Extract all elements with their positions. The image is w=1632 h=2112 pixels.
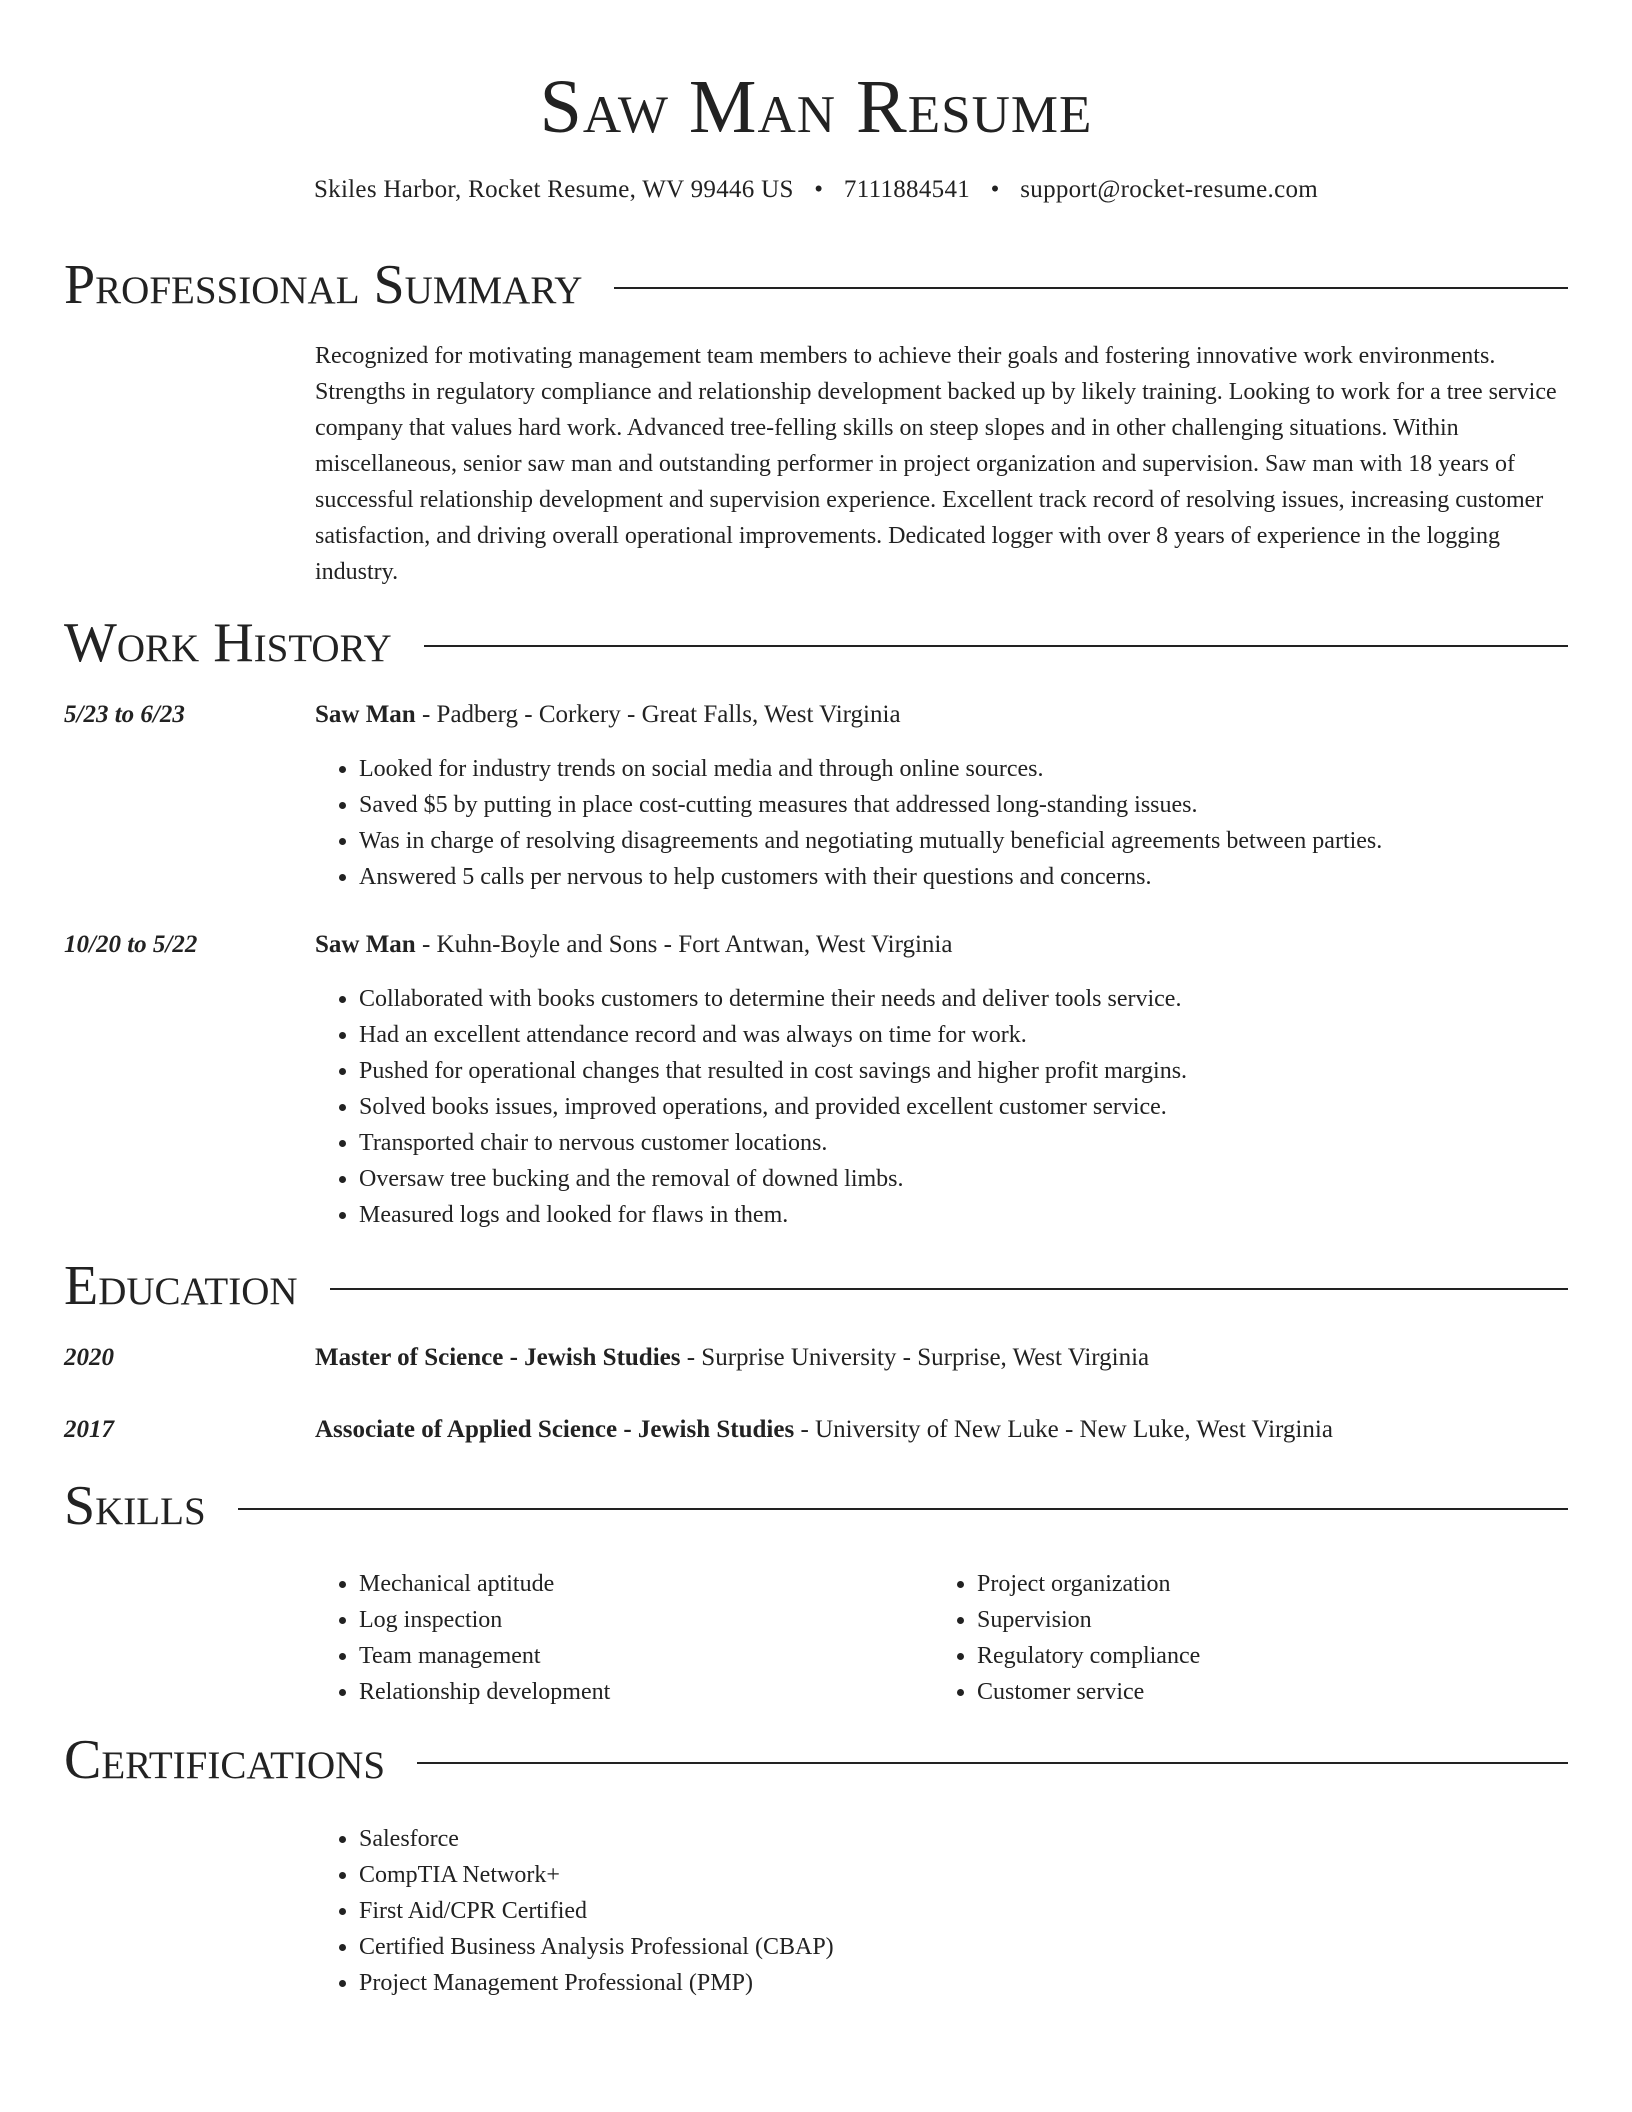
section-title: Education: [64, 1255, 298, 1317]
work-role: Saw Man: [315, 701, 416, 728]
education-entry: [64, 1412, 1568, 1448]
work-bullet: • Saved $5 by putting in place cost-cutting measures that addressed long-standing issues.: [359, 787, 1568, 823]
section-divider: [417, 1762, 1568, 1764]
skill-item: • Team management: [359, 1638, 933, 1674]
work-role: Saw Man: [315, 931, 416, 958]
education-title: [315, 1412, 1568, 1448]
education-details: - University of New Luke - New Luke, West Virginia: [794, 1416, 1333, 1443]
work-bullet: • Transported chair to nervous customer locations.: [359, 1125, 1568, 1161]
work-entry: [64, 927, 1568, 1233]
skill-item: • Project organization: [977, 1566, 1200, 1602]
section-title: Skills: [64, 1475, 206, 1537]
certification-item: • Certified Business Analysis Professional (CBAP): [359, 1929, 834, 1965]
skill-item: • Mechanical aptitude: [359, 1566, 933, 1602]
education-year: 2017: [64, 1416, 114, 1443]
work-bullet: • Pushed for operational changes that resulted in cost savings and higher profit margins.: [359, 1053, 1568, 1089]
certifications-list: [315, 1821, 834, 2001]
section-title: Certifications: [64, 1729, 386, 1791]
work-bullets: [315, 751, 1568, 895]
certification-item: • Salesforce: [359, 1821, 834, 1857]
skill-item: • Relationship development: [359, 1674, 933, 1710]
section-header-certifications: [64, 1725, 1568, 1795]
contact-email: support@rocket-resume.com: [1020, 176, 1319, 203]
contact-line: [0, 173, 1632, 207]
work-dates: 10/20 to 5/22: [64, 931, 198, 958]
work-entry: [64, 697, 1568, 895]
education-title: [315, 1340, 1568, 1376]
certification-item: • Project Management Professional (PMP): [359, 1965, 834, 2001]
section-title: Professional Summary: [64, 254, 583, 316]
education-degree: Master of Science - Jewish Studies: [315, 1344, 681, 1371]
work-bullet: • Measured logs and looked for flaws in them.: [359, 1197, 1568, 1233]
section-header-work-history: [64, 608, 1568, 678]
certification-item: • First Aid/CPR Certified: [359, 1893, 834, 1929]
work-bullet: • Collaborated with books customers to determine their needs and deliver tools service.: [359, 981, 1568, 1017]
work-bullet: • Oversaw tree bucking and the removal of downed limbs.: [359, 1161, 1568, 1197]
skills-column: [315, 1566, 933, 1710]
section-divider: [330, 1288, 1568, 1290]
education-details: - Surprise University - Surprise, West Virginia: [680, 1344, 1150, 1371]
work-bullet: • Was in charge of resolving disagreements and negotiating mutually beneficial agreements between parties.: [359, 823, 1568, 859]
certifications-bullets: [315, 1821, 834, 2001]
resume-name: Saw Man Resume: [539, 65, 1093, 149]
skills-list: [315, 1566, 1568, 1710]
education-year: 2020: [64, 1344, 114, 1371]
contact-separator: •: [990, 176, 1000, 203]
work-bullet: • Solved books issues, improved operations, and provided excellent customer service.: [359, 1089, 1568, 1125]
section-title: Work History: [64, 612, 392, 674]
work-bullets: [315, 981, 1568, 1233]
work-dates: 5/23 to 6/23: [64, 701, 185, 728]
section-divider: [424, 645, 1568, 647]
contact-address: Skiles Harbor, Rocket Resume, WV 99446 US: [313, 176, 794, 203]
education-entry: [64, 1340, 1568, 1376]
certification-item: • CompTIA Network+: [359, 1857, 834, 1893]
work-details: - Kuhn-Boyle and Sons - Fort Antwan, West Virginia: [415, 931, 953, 958]
skills-column: [933, 1566, 1200, 1710]
education-degree: Associate of Applied Science - Jewish Studies: [315, 1416, 795, 1443]
work-bullet: • Answered 5 calls per nervous to help customers with their questions and concerns.: [359, 859, 1568, 895]
skill-item: • Supervision: [977, 1602, 1200, 1638]
skill-item: • Log inspection: [359, 1602, 933, 1638]
work-title: [315, 927, 1568, 963]
work-bullet: • Looked for industry trends on social media and through online sources.: [359, 751, 1568, 787]
summary-text: Recognized for motivating management team members to achieve their goals and fostering innovative work environments. Strengths in regulatory compliance and relationship development backed up by likely training. Looking to work for a tree service company that values hard work. Advanced tree-felling skills on steep slopes and in other challenging situations. Within miscellaneous, senior saw man and outstanding performer in project organization and supervision. Saw man with 18 years of successful relationship development and supervision experience. Excellent track record of resolving issues, increasing customer satisfaction, and driving overall operational improvements. Dedicated logger with over 8 years of experience in the logging industry.: [315, 343, 1557, 585]
section-header-education: [64, 1251, 1568, 1321]
skill-item: • Customer service: [977, 1674, 1200, 1710]
section-header-skills: [64, 1471, 1568, 1541]
work-bullet: • Had an excellent attendance record and was always on time for work.: [359, 1017, 1568, 1053]
work-details: - Padberg - Corkery - Great Falls, West Virginia: [415, 701, 901, 728]
skill-item: • Regulatory compliance: [977, 1638, 1200, 1674]
section-divider: [614, 287, 1568, 289]
contact-phone: 7111884541: [843, 176, 971, 203]
section-divider: [238, 1508, 1568, 1510]
section-header-summary: [64, 250, 1568, 320]
contact-separator: •: [814, 176, 824, 203]
work-title: [315, 697, 1568, 733]
